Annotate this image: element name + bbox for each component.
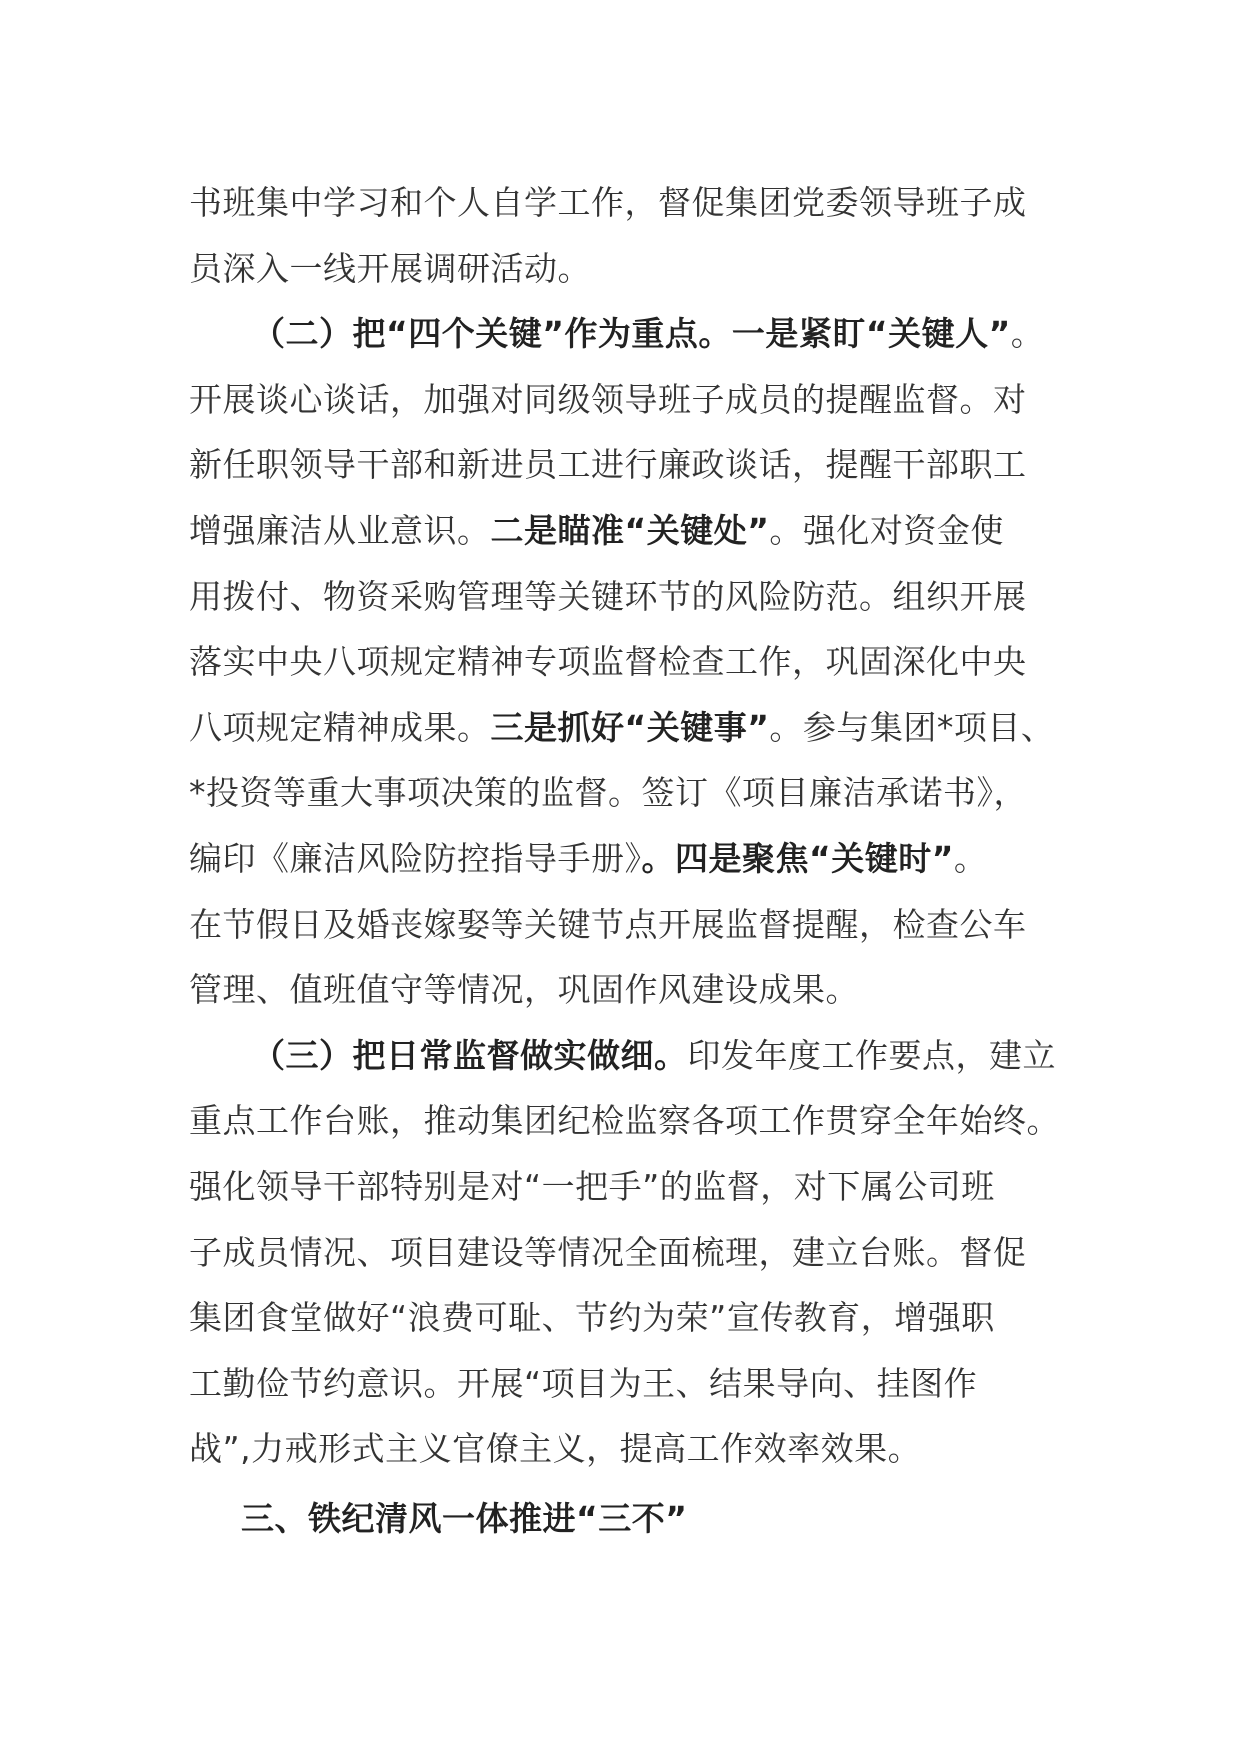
text-span: 。: [1010, 314, 1045, 354]
text-span: 。: [953, 838, 988, 878]
text-line: 用拨付、物资采购管理等关键环节的风险防范。组织开展: [189, 576, 1027, 616]
key-point-2: 二是瞄准“关键处”: [490, 510, 770, 550]
text-line: 管理、值班值守等情况，巩固作风建设成果。: [189, 970, 859, 1010]
text-line: [189, 301, 1069, 367]
text-line: 员深入一线开展调研活动。: [189, 248, 591, 288]
paragraph-study-work: [189, 170, 1069, 301]
text-line: [189, 695, 1069, 761]
text-line: *投资等重大事项决策的监督。签订《项目廉洁承诺书》，: [189, 773, 1027, 813]
text-span: 八项规定精神成果。: [189, 707, 491, 747]
section-heading-three: 三、铁纪清风一体推进“三不”: [241, 1498, 688, 1538]
text-line: [189, 1023, 1069, 1089]
subheading-four-keys: （二）把“四个关键”作为重点。一是紧盯“关键人”: [252, 314, 1011, 354]
text-line: 战”,力戒形式主义官僚主义，提高工作效率效果。: [189, 1429, 922, 1469]
text-line: 在节假日及婚丧嫁娶等关键节点开展监督提醒，检查公车: [189, 904, 1027, 944]
text-span: 。强化对资金使: [769, 510, 1004, 550]
paragraph-daily-supervision: [189, 1023, 1069, 1482]
text-span: 印发年度工作要点，建立: [687, 1035, 1056, 1075]
text-span: 。参与集团*项目、: [769, 707, 1055, 747]
key-point-3: 三是抓好“关键事”: [490, 707, 770, 747]
subheading-daily-supervision: （三）把日常监督做实做细。: [252, 1035, 688, 1075]
text-span: 编印《廉洁风险防控指导手册》: [189, 838, 642, 878]
text-line: 开展谈心谈话，加强对同级领导班子成员的提醒监督。对: [189, 379, 1027, 419]
paragraph-four-keys: [189, 301, 1069, 1023]
text-line: 子成员情况、项目建设等情况全面梳理，建立台账。督促: [189, 1232, 1027, 1272]
key-point-4: 。四是聚焦“关键时”: [641, 838, 954, 878]
text-line: 落实中央八项规定精神专项监督检查工作，巩固深化中央: [189, 642, 1027, 682]
text-line: 新任职领导干部和新进员工进行廉政谈话，提醒干部职工: [189, 445, 1027, 485]
document-body: [189, 170, 1069, 1551]
text-line: 重点工作台账，推动集团纪检监察各项工作贯穿全年始终。: [189, 1101, 1060, 1141]
text-line: 书班集中学习和个人自学工作，督促集团党委领导班子成: [189, 183, 1027, 222]
text-line: 工勤俭节约意识。开展“项目为王、结果导向、挂图作: [189, 1363, 978, 1403]
text-line: 强化领导干部特别是对“一把手”的监督，对下属公司班: [189, 1166, 995, 1206]
text-line: [189, 498, 1069, 564]
text-line: 集团食堂做好“浪费可耻、节约为荣”宣传教育，增强职: [189, 1298, 995, 1338]
text-line: [189, 826, 1069, 892]
text-span: 增强廉洁从业意识。: [189, 510, 491, 550]
